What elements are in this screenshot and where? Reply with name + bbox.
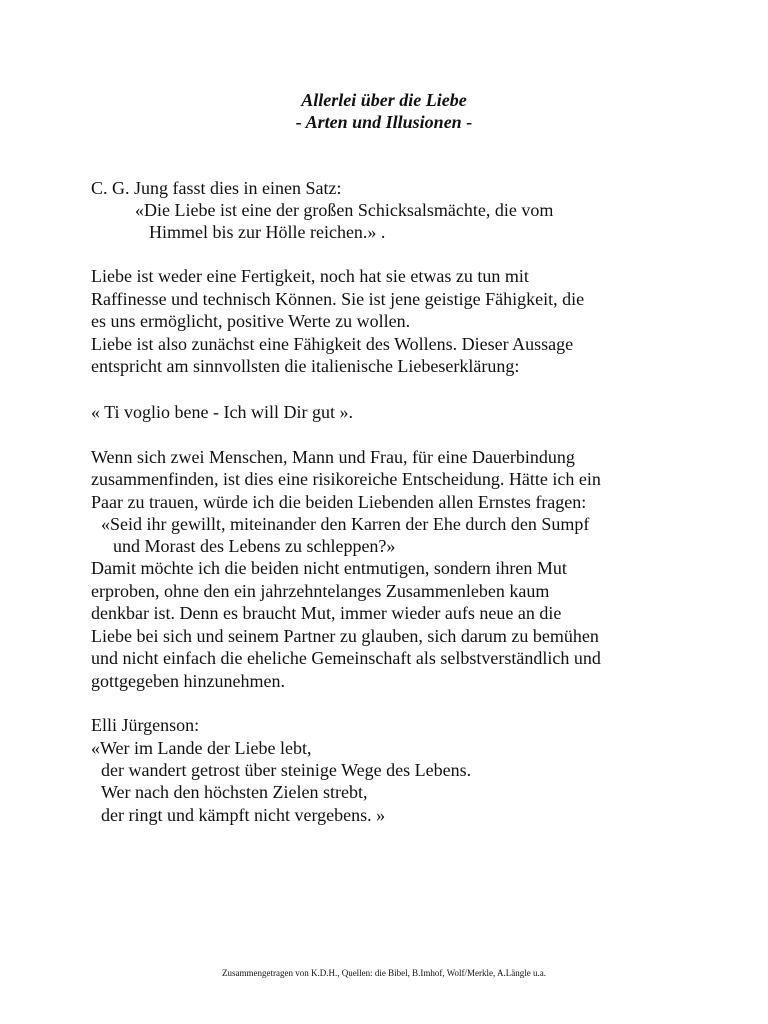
paragraph-2-line-1: Wenn sich zwei Menschen, Mann und Frau, für eine Dauerbindung — [91, 447, 575, 467]
paragraph-1-line-3: es uns ermöglicht, positive Werte zu wollen. — [91, 311, 411, 331]
paragraph-1-line-4: Liebe ist also zunächst eine Fähigkeit des Wollens. Dieser Aussage — [91, 334, 574, 354]
paragraph-2-line-2: zusammenfinden, ist dies eine risikoreiche Entscheidung. Hätte ich ein — [91, 469, 601, 489]
paragraph-2-line-4: Damit möchte ich die beiden nicht entmutigen, sondern ihren Mut — [91, 558, 567, 578]
title-line-2: - Arten und Illusionen - — [295, 112, 473, 132]
jung-quote-line-2: Himmel bis zur Hölle reichen.» . — [149, 222, 386, 242]
marriage-question-line-1: «Seid ihr gewillt, miteinander den Karren der Ehe durch den Sumpf — [101, 514, 590, 534]
italian-declaration: « Ti voglio bene - Ich will Dir gut ». — [91, 402, 353, 422]
elli-intro: Elli Jürgenson: — [91, 715, 200, 735]
paragraph-1-line-1: Liebe ist weder eine Fertigkeit, noch hat sie etwas zu tun mit — [91, 266, 529, 286]
footer-sources: Zusammengetragen von K.D.H., Quellen: die Bibel, B.Imhof, Wolf/Merkle, A.Längle u.a. — [221, 968, 547, 978]
paragraph-2-line-8: und nicht einfach die eheliche Gemeinschaft als selbstverständlich und — [91, 648, 601, 668]
title-line-1: Allerlei über die Liebe — [301, 90, 467, 110]
paragraph-2-line-5: erproben, ohne den ein jahrzehntelanges Zusammenleben kaum — [91, 581, 550, 601]
elli-quote-line-4: der ringt und kämpft nicht vergebens. » — [101, 805, 386, 825]
elli-quote-line-1: «Wer im Lande der Liebe lebt, — [91, 738, 312, 758]
jung-quote-line-1: «Die Liebe ist eine der großen Schicksalsmächte, die vom — [135, 200, 554, 220]
paragraph-2-line-7: Liebe bei sich und seinem Partner zu glauben, sich darum zu bemühen — [91, 626, 599, 646]
elli-quote-line-3: Wer nach den höchsten Zielen strebt, — [101, 782, 368, 802]
paragraph-1-line-5: entspricht am sinnvollsten die italienische Liebeserklärung: — [91, 356, 520, 376]
paragraph-2-line-6: denkbar ist. Denn es braucht Mut, immer wieder aufs neue an die — [91, 603, 562, 623]
paragraph-2-line-3: Paar zu trauen, würde ich die beiden Liebenden allen Ernstes fragen: — [91, 492, 587, 512]
paragraph-2-line-9: gottgegeben hinzunehmen. — [91, 671, 285, 691]
marriage-question-line-2: und Morast des Lebens zu schleppen?» — [113, 536, 396, 556]
jung-intro: C. G. Jung fasst dies in einen Satz: — [91, 178, 342, 198]
elli-quote-line-2: der wandert getrost über steinige Wege des Lebens. — [101, 760, 472, 780]
paragraph-1-line-2: Raffinesse und technisch Können. Sie ist jene geistige Fähigkeit, die — [91, 289, 585, 309]
